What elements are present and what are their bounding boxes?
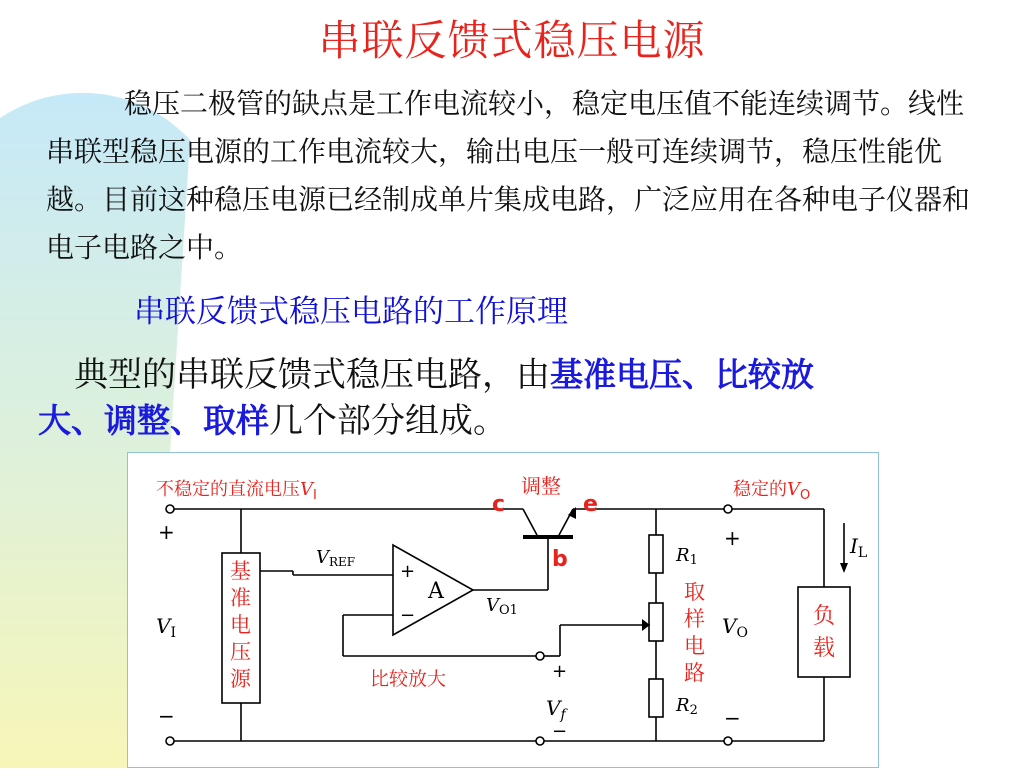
label-unstable-input: 不稳定的直流电压$V_I$	[156, 479, 317, 503]
vf-plus: +	[552, 661, 568, 682]
output-minus: −	[724, 706, 741, 730]
input-minus: −	[158, 704, 175, 728]
amp-label: A	[428, 579, 444, 604]
sampling-circuit-label	[684, 580, 705, 685]
slide-title: 串联反馈式稳压电源	[318, 16, 706, 65]
circuit-diagram	[127, 452, 879, 768]
svg-text:负: 负	[813, 604, 836, 629]
composition-highlight-1: 基准电压、比较放	[550, 355, 814, 394]
label-adjust: 调整	[521, 474, 561, 498]
vref-label: VREF	[316, 547, 356, 569]
svg-text:路: 路	[684, 661, 705, 685]
svg-text:样: 样	[684, 607, 705, 631]
vo1-label: VO1	[486, 595, 518, 618]
svg-text:电: 电	[684, 634, 705, 658]
reference-source-label	[230, 559, 252, 691]
current-arrow	[840, 563, 848, 573]
load-current-label: $I_L$	[850, 534, 868, 561]
composition-tail: 几个部分组成。	[269, 401, 507, 441]
composition-lead: 典型的串联反馈式稳压电路，由	[74, 355, 550, 395]
composition-paragraph	[38, 352, 988, 444]
svg-text:载: 载	[813, 636, 836, 661]
r2-label: R2	[676, 695, 698, 718]
vf-minus: −	[552, 721, 568, 742]
pin-e-label: e	[583, 492, 598, 517]
intro-paragraph	[46, 80, 976, 272]
composition-highlight-2: 大、调整、取样	[38, 401, 269, 440]
output-plus: +	[724, 526, 741, 550]
pin-b-label: b	[552, 547, 568, 572]
amp-minus: −	[400, 605, 416, 626]
output-voltage-label: $V_O$	[722, 614, 748, 641]
input-voltage-label: $V_I$	[156, 614, 176, 641]
svg-text:电: 电	[230, 613, 251, 637]
intro-paragraph-text: 稳压二极管的缺点是工作电流较小，稳定电压值不能连续调节。线性串联型稳压电源的工作电流较大，输出电压一般可连续调节，稳压性能优越。目前这种稳压电源已经制成单片集成电路，广泛应用在各种电子仪器和电子电路之中。	[46, 87, 971, 264]
input-plus: +	[158, 520, 175, 544]
pin-c-label: c	[492, 492, 506, 517]
circuit-svg	[128, 453, 878, 767]
svg-text:取: 取	[684, 580, 705, 604]
load-label	[813, 604, 835, 661]
compare-amp-label: 比较放大	[370, 668, 447, 690]
vf-label: $V_f$	[546, 696, 566, 723]
section-subtitle: 串联反馈式稳压电路的工作原理	[134, 294, 568, 330]
svg-text:源: 源	[230, 667, 251, 691]
svg-text:基: 基	[230, 559, 251, 583]
amp-plus: +	[400, 561, 416, 582]
r1-label: R1	[676, 545, 698, 568]
svg-text:压: 压	[230, 640, 251, 664]
label-stable-output: 稳定的$V_O$	[733, 479, 811, 503]
svg-text:准: 准	[230, 586, 251, 610]
